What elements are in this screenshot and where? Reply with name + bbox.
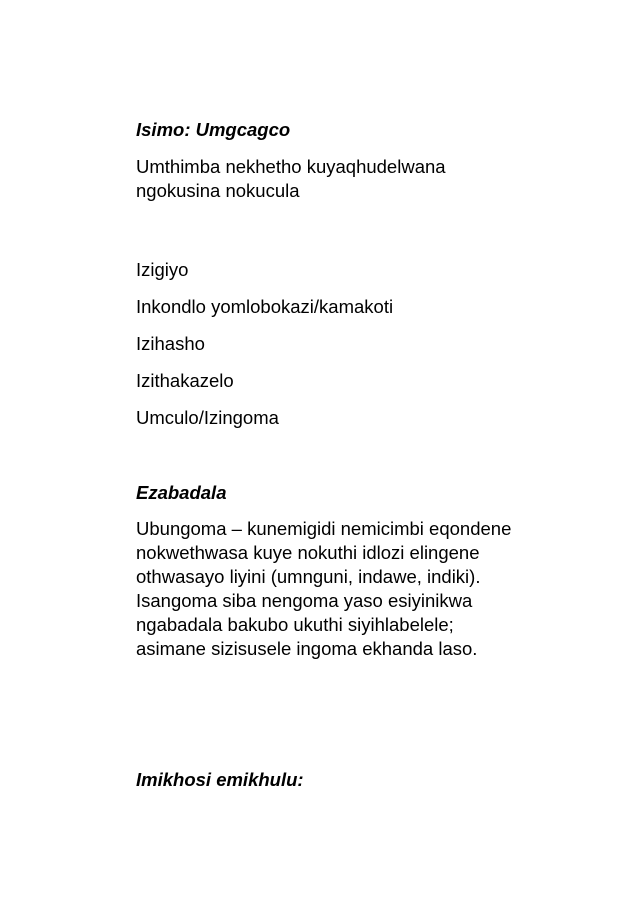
paragraph-line: nokwethwasa kuye nokuthi idlozi elingene — [136, 542, 480, 563]
ezabadala-paragraph — [136, 517, 511, 661]
list-item: Izithakazelo — [136, 370, 234, 391]
section-heading-ezabadala: Ezabadala — [136, 482, 227, 503]
paragraph-line: ngabadala bakubo ukuthi siyihlabelele; — [136, 614, 454, 635]
isimo-description — [136, 155, 446, 203]
paragraph-line: asimane sizisusele ingoma ekhanda laso. — [136, 638, 478, 659]
list-item: Izihasho — [136, 333, 205, 354]
paragraph-line: Isangoma siba nengoma yaso esiyinikwa — [136, 590, 473, 611]
isimo-description-line: ngokusina nokucula — [136, 180, 300, 201]
section-heading-isimo: Isimo: Umgcagco — [136, 119, 291, 140]
list-item: Inkondlo yomlobokazi/kamakoti — [136, 296, 394, 317]
section-heading-imikhosi: Imikhosi emikhulu: — [136, 769, 304, 790]
list-item: Izigiyo — [136, 259, 189, 280]
isimo-description-line: Umthimba nekhetho kuyaqhudelwana — [136, 156, 446, 177]
list-item: Umculo/Izingoma — [136, 407, 279, 428]
paragraph-line: othwasayo liyini (umnguni, indawe, indiki). — [136, 566, 481, 587]
paragraph-line: Ubungoma – kunemigidi nemicimbi eqondene — [136, 518, 512, 539]
